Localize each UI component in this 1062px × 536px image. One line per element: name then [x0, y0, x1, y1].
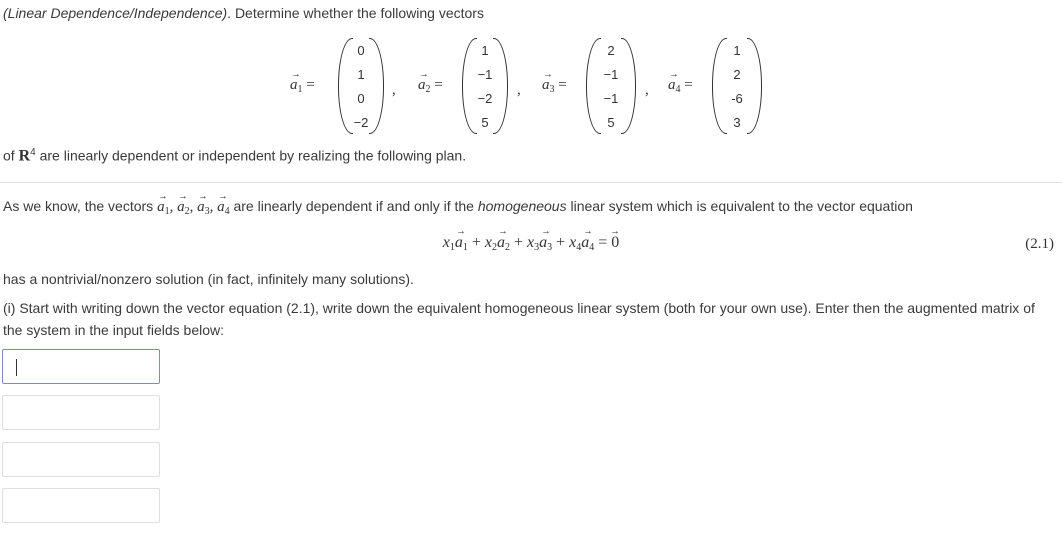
vector-entry: -6	[731, 91, 743, 106]
intro-topic: (Linear Dependence/Independence)	[3, 5, 228, 21]
vector-entry: 0	[357, 91, 365, 106]
space-dimension: 4	[30, 147, 36, 158]
vector-entry: −1	[603, 67, 619, 82]
step-instruction-line-1: (i) Start with writing down the vector equation (2.1), write down the equivalent homogeneous linear system (both for your own use). Enter then the augmented matrix of	[3, 300, 1035, 316]
vector-entry: −1	[603, 91, 619, 106]
vector-a3-label: → $a_3$ =	[542, 77, 567, 94]
vector-entry: −1	[477, 67, 493, 82]
matrix-row-input-3[interactable]	[2, 442, 160, 477]
homogeneous-word: homogeneous	[477, 198, 567, 214]
right-paren	[621, 38, 636, 134]
vector-entry: 0	[357, 43, 365, 58]
equation-number: (2.1)	[1025, 236, 1054, 252]
nontrivial-statement: has a nontrivial/nonzero solution (in fact, infinitely many solutions).	[3, 271, 414, 287]
vector-entry: 1	[357, 67, 365, 82]
vector-a4-label: → $a_4$ =	[668, 77, 693, 94]
vector-a1-label: → $a_1$ =	[290, 77, 315, 94]
vector-entry: 2	[733, 67, 741, 82]
vector-entry: 5	[481, 115, 489, 130]
real-space-symbol: R	[18, 147, 31, 165]
vector-entry: 5	[607, 115, 615, 130]
vector-equation: $x_1\to a_1 + x_2\to a_2 + x_3\to a_3 + x_4\to a_4$ = → 0	[0, 234, 1062, 252]
right-paren	[747, 38, 762, 134]
vector-entry: 2	[607, 43, 615, 58]
vector-list: → $a_1$, → $a_2$, → $a_3$, → $a_4$	[157, 199, 230, 215]
vectors-display	[0, 36, 1062, 136]
text-caret	[16, 359, 17, 376]
comma: ,	[517, 82, 521, 98]
comma: ,	[645, 82, 649, 98]
vector-entry: 3	[733, 115, 741, 130]
intro-text: . Determine whether the following vectors	[227, 5, 484, 21]
matrix-row-input-2[interactable]	[2, 395, 160, 430]
intro-line	[3, 5, 484, 21]
vector-entry: −2	[477, 91, 493, 106]
zero-vector: → 0	[611, 234, 619, 252]
vector-entry: 1	[733, 43, 741, 58]
section-divider	[0, 182, 1062, 183]
dependence-statement: As we know, the vectors → $a_1$, → $a_2$, → $a_3$, → $a_4$ are linearly dependent if and only if the homogeneous linear system which is equivalent to the vector equation	[3, 198, 913, 216]
vector-a2-label: → $a_2$ =	[418, 77, 443, 94]
of-space-line: of $R^4$ are linearly dependent or independent by realizing the following plan.	[3, 147, 467, 165]
matrix-row-input-4[interactable]	[2, 488, 160, 523]
comma: ,	[392, 82, 396, 98]
vector-entry: 1	[481, 43, 489, 58]
step-instruction-line-2: the system in the input fields below:	[3, 322, 225, 338]
vector-entry: −2	[353, 115, 369, 130]
matrix-row-input-1[interactable]	[2, 349, 160, 384]
